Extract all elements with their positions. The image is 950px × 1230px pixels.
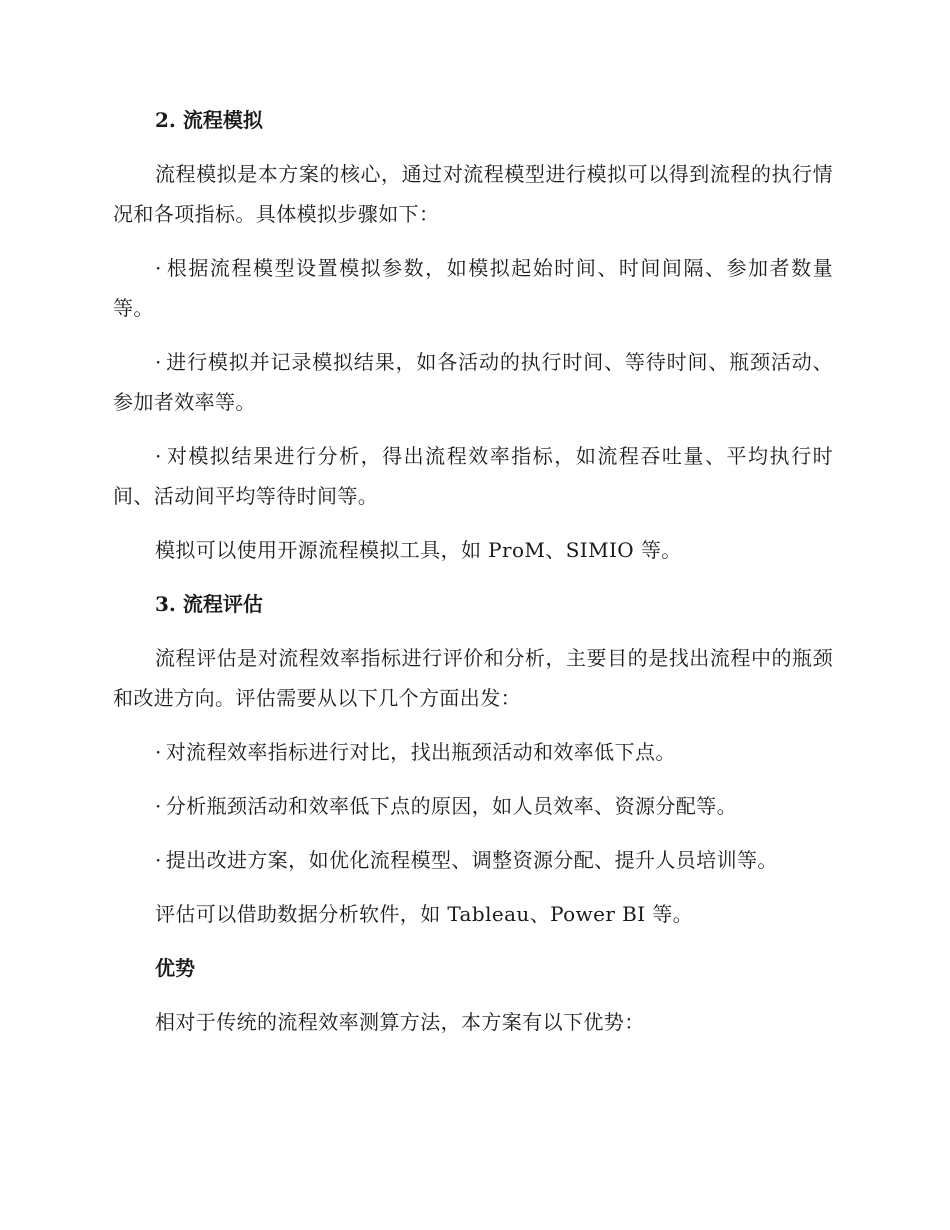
bullet-text: 分析瓶颈活动和效率低下点的原因，如人员效率、资源分配等。	[165, 794, 737, 818]
section-heading-simulation: 2. 流程模拟	[155, 108, 263, 132]
section-heading-advantages: 优势	[155, 956, 195, 980]
bullet-item	[113, 840, 833, 880]
bullet-symbol: ·	[155, 848, 162, 872]
bullet-item	[113, 342, 833, 422]
bullet-text: 对流程效率指标进行对比，找出瓶颈活动和效率低下点。	[165, 740, 676, 764]
bullet-text: 提出改进方案，如优化流程模型、调整资源分配、提升人员培训等。	[165, 848, 778, 872]
paragraph-evaluation-tools: 评估可以借助数据分析软件，如 Tableau、Power BI 等。	[155, 902, 694, 926]
bullet-item	[113, 248, 833, 328]
section-heading-evaluation: 3. 流程评估	[155, 592, 263, 616]
paragraph-evaluation-intro: 流程评估是对流程效率指标进行评价和分析，主要目的是找出流程中的瓶颈和改进方向。评估需要从以下几个方面出发：	[113, 646, 833, 710]
paragraph-simulation-intro: 流程模拟是本方案的核心，通过对流程模型进行模拟可以得到流程的执行情况和各项指标。具体模拟步骤如下：	[113, 162, 833, 226]
bullet-symbol: ·	[155, 740, 162, 764]
bullet-text: 根据流程模型设置模拟参数，如模拟起始时间、时间间隔、参加者数量等。	[113, 256, 833, 320]
paragraph-advantages-intro: 相对于传统的流程效率测算方法，本方案有以下优势：	[155, 1010, 645, 1034]
bullet-symbol: ·	[155, 444, 162, 468]
bullet-symbol: ·	[155, 794, 162, 818]
paragraph-simulation-tools: 模拟可以使用开源流程模拟工具，如 ProM、SIMIO 等。	[155, 538, 682, 562]
bullet-item	[113, 732, 833, 772]
bullet-symbol: ·	[155, 350, 162, 374]
bullet-text: 对模拟结果进行分析，得出流程效率指标，如流程吞吐量、平均执行时间、活动间平均等待时间等。	[113, 444, 833, 508]
document-page	[113, 100, 833, 1042]
bullet-item	[113, 786, 833, 826]
bullet-text: 进行模拟并记录模拟结果，如各活动的执行时间、等待时间、瓶颈活动、参加者效率等。	[113, 350, 833, 414]
bullet-item	[113, 436, 833, 516]
bullet-symbol: ·	[155, 256, 162, 280]
